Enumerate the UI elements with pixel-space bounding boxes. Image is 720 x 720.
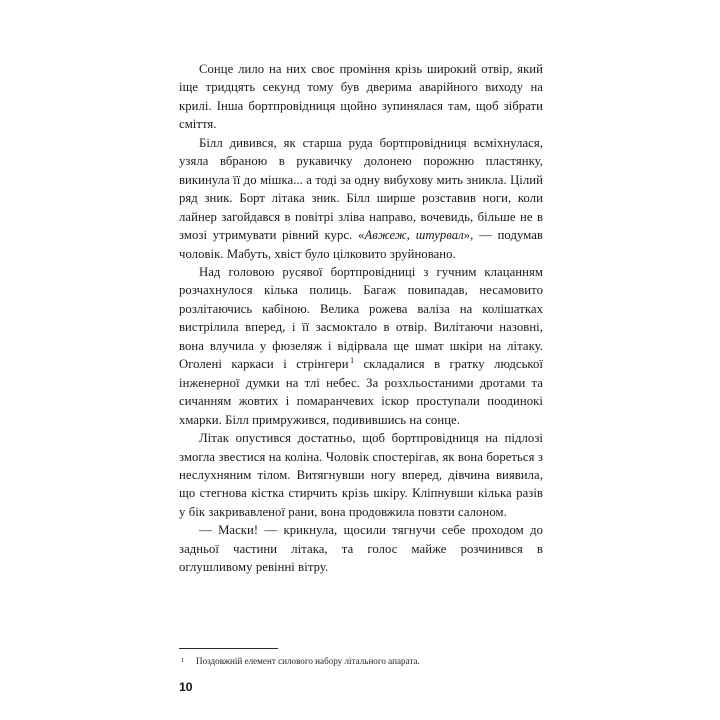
paragraph-2-text-before-italic: Білл дивився, як старша руда бортпровідниця всміхнулася, узяла вбраною в рукавичку долонею порожню пластянку, викинула її до мішка... а тоді за одну вибухову мить зникла. Цілий ряд зник. Борт літака зник. Білл ширше розставив ноги, коли лайнер загойдався в повітрі зліва направо, вочевидь, більше не в змозі утримувати рівний курс. « <box>179 135 543 243</box>
page-number: 10 <box>179 680 193 694</box>
paragraph-2 <box>179 134 543 263</box>
paragraph-1: Сонце лило на них своє проміння крізь широкий отвір, який іще тридцять секунд тому був дверима аварійного виходу на крилі. Інша бортпровідниця щойно зупинялася там, щоб зібрати сміття. <box>179 62 543 132</box>
paragraph-4: Літак опустився достатньо, щоб бортпровідниця на підлозі змогла звестися на коліна. Чоловік спостерігав, як вона бореться з неслухняним тілом. Витягнувши ногу вперед, дівчина виявила, що стегнова кістка стирчить крізь шкіру. Кліпнувши кілька разів у бік закривавленої рани, вона продовжила повзти салоном. <box>179 431 543 519</box>
paragraph-3 <box>179 263 543 429</box>
footnote-marker: 1 <box>181 657 185 664</box>
paragraph-3-text-after-footnote: складалися в гратку людської інженерної думки на тлі небес. За розхльостаними дротами та сичанням жовтих і помаранчевих іскор проступали поодинокі хмарки. Білл примружився, подивившись на сонце. <box>179 357 543 427</box>
footnote-reference-marker[interactable]: 1 <box>350 356 355 366</box>
footnote-entry <box>179 655 543 667</box>
paragraph-5-dialogue: — Маски! — крикнула, щосили тягнучи себе проходом до задньої частини літака, та голос майже розчинився в оглушливому ревінні вітру. <box>179 523 543 575</box>
footnote-text: Поздовжній елемент силового набору літального апарата. <box>196 656 420 666</box>
page-body-text <box>179 60 543 577</box>
footnote-separator-rule <box>179 648 278 649</box>
paragraph-3-text-before-footnote: Над головою русявої бортпровідниці з гучним клацанням розчахнулося кілька полиць. Багаж повипадав, несамовито розлітаючись кабіною. Велика рожева валіза на колішатках вистрілила вперед, і її засмоктало в отвір. Вилітаючи назовні, вона влучила у фюзеляж і відірвала ще шмат шкіри на літаку. Оголені каркаси і стрінгери <box>179 264 543 372</box>
footnote-area <box>179 648 543 667</box>
italic-inner-thought: Авжеж, штурвал <box>364 228 464 243</box>
paragraph-2-text-after-italic: », — подумав чоловік. Мабуть, хвіст було цілковито зруйновано. <box>179 228 543 261</box>
